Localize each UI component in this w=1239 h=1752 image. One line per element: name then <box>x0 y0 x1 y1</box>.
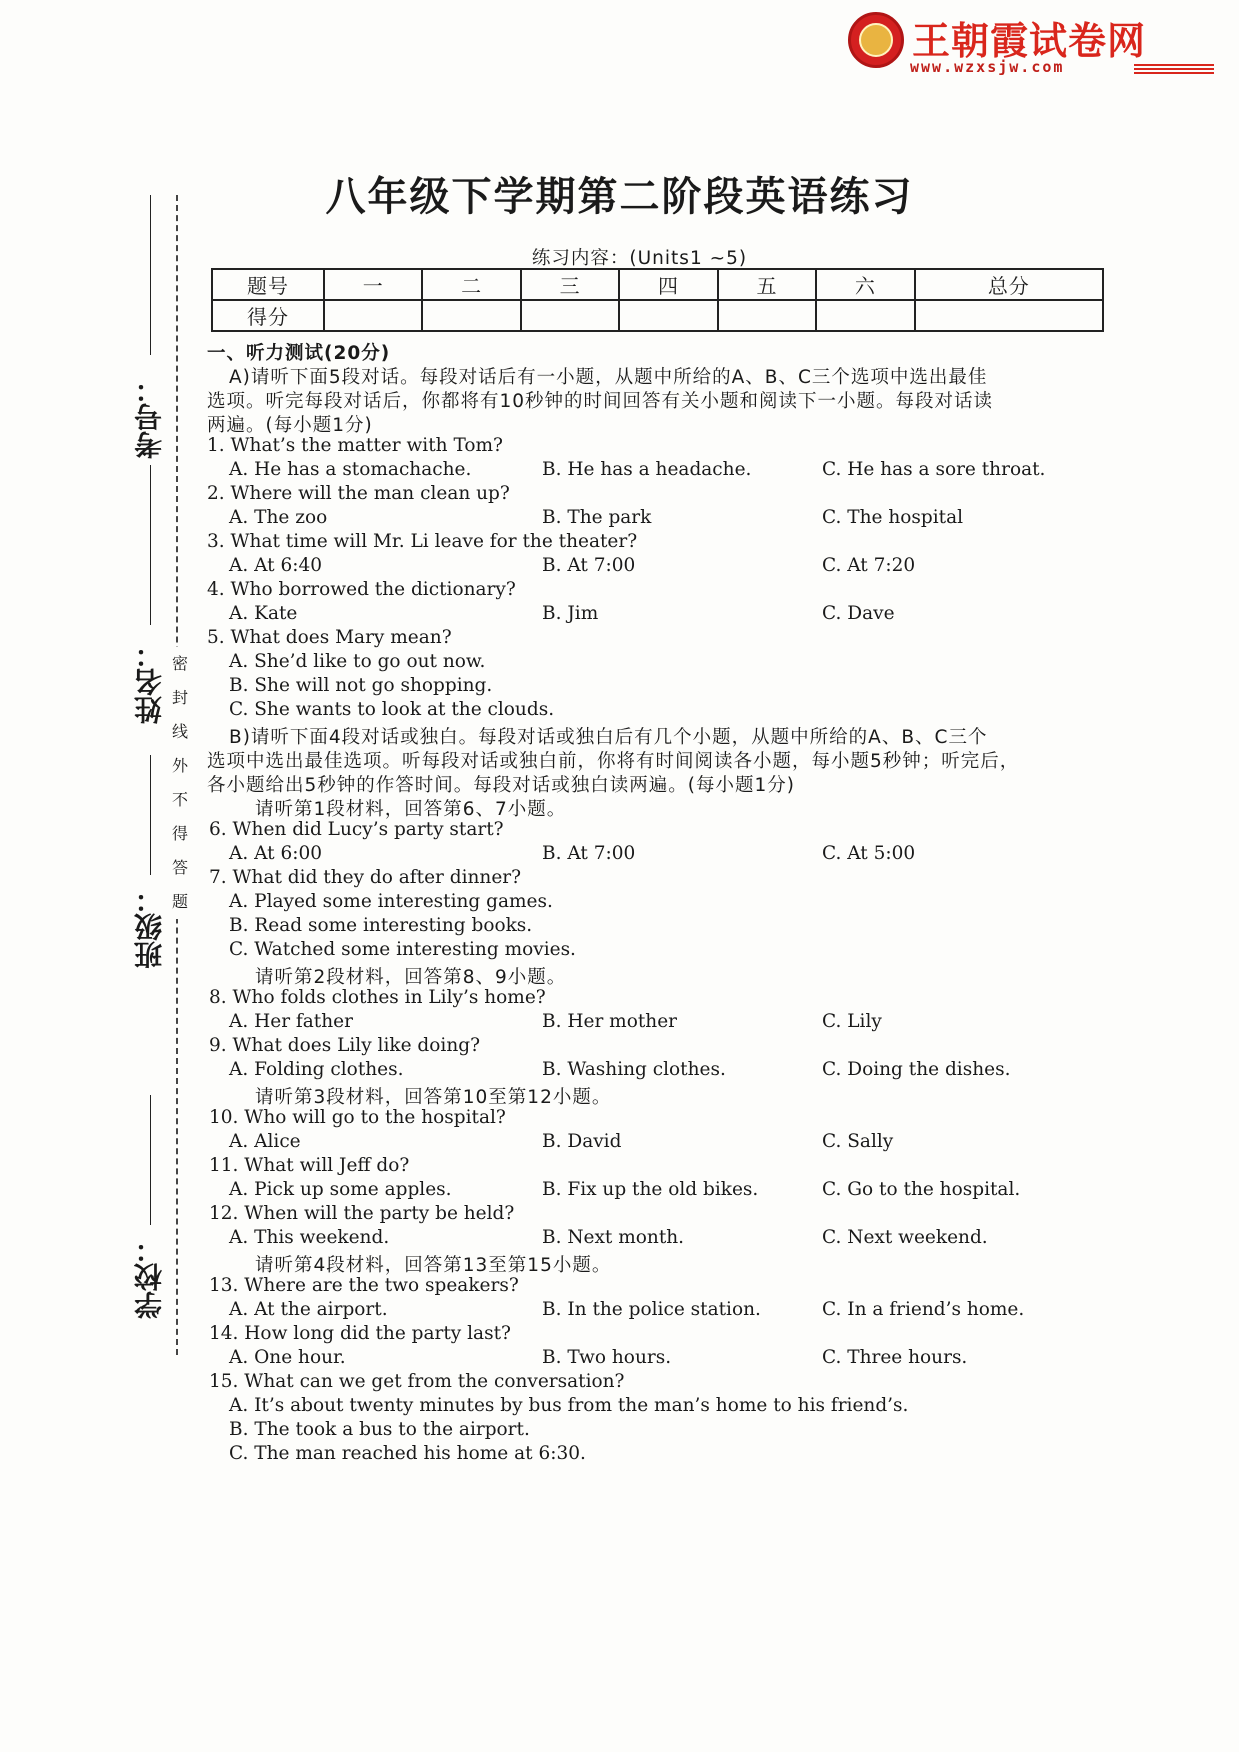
score-cell[interactable] <box>619 300 717 331</box>
option-a[interactable]: A. The zoo <box>229 507 328 528</box>
question-4: 4. Who borrowed the dictionary? <box>207 579 516 600</box>
option-b[interactable]: B. Jim <box>542 603 599 624</box>
question-6: 6. When did Lucy’s party start? <box>209 819 504 840</box>
option-b[interactable]: B. Fix up the old bikes. <box>542 1179 759 1200</box>
option-a[interactable]: A. Folding clothes. <box>229 1059 404 1080</box>
material-note: 请听第1段材料，回答第6、7小题。 <box>255 799 567 820</box>
binding-sidebar <box>120 195 188 1355</box>
section-heading: 一、听力测试(20分) <box>207 343 391 364</box>
option-c[interactable]: C. Next weekend. <box>822 1227 988 1248</box>
score-row-label: 得分 <box>212 300 324 331</box>
material-note: 请听第3段材料，回答第10至第12小题。 <box>255 1087 612 1108</box>
part-a-instruction: 选项。听完每段对话后，你都将有10秒钟的时间回答有关小题和阅读下一小题。每段对话读 <box>207 391 994 412</box>
part-b-instruction: 选项中选出最佳选项。听每段对话或独白前，你将有时间阅读各小题，每小题5秒钟；听完后， <box>207 751 1020 772</box>
score-cell[interactable] <box>422 300 520 331</box>
class-label: 班级： <box>133 885 166 969</box>
option-c[interactable]: C. He has a sore throat. <box>822 459 1046 480</box>
option-b[interactable]: B. He has a headache. <box>542 459 752 480</box>
option-b[interactable]: B. The took a bus to the airport. <box>229 1419 530 1440</box>
option-c[interactable]: C. Sally <box>822 1131 894 1152</box>
logo-lines-decoration <box>1134 64 1214 76</box>
option-a[interactable]: A. Pick up some apples. <box>229 1179 452 1200</box>
material-note: 请听第4段材料，回答第13至第15小题。 <box>255 1255 612 1276</box>
option-c[interactable]: C. Lily <box>822 1011 882 1032</box>
option-b[interactable]: B. Next month. <box>542 1227 685 1248</box>
question-14: 14. How long did the party last? <box>209 1323 511 1344</box>
logo-url: www.wzxsjw.com <box>910 58 1065 76</box>
option-c[interactable]: C. She wants to look at the clouds. <box>229 699 555 720</box>
option-c[interactable]: C. Go to the hospital. <box>822 1179 1021 1200</box>
question-3: 3. What time will Mr. Li leave for the theater? <box>207 531 638 552</box>
logo-name: 王朝霞试卷网 <box>912 19 1147 63</box>
option-b[interactable]: B. David <box>542 1131 622 1152</box>
material-note: 请听第2段材料，回答第8、9小题。 <box>255 967 567 988</box>
question-9: 9. What does Lily like doing? <box>209 1035 481 1056</box>
option-c[interactable]: C. Three hours. <box>822 1347 968 1368</box>
option-a[interactable]: A. At 6:40 <box>229 555 323 576</box>
option-a[interactable]: A. At 6:00 <box>229 843 323 864</box>
school-underline <box>150 1095 151 1225</box>
question-13: 13. Where are the two speakers? <box>209 1275 519 1296</box>
option-a[interactable]: A. One hour. <box>229 1347 346 1368</box>
question-1: 1. What’s the matter with Tom? <box>207 435 503 456</box>
score-cell[interactable] <box>816 300 914 331</box>
option-c[interactable]: C. Doing the dishes. <box>822 1059 1011 1080</box>
score-table-score-row <box>212 300 1103 331</box>
option-c[interactable]: C. The man reached his home at 6:30. <box>229 1443 586 1464</box>
score-header-cell: 一 <box>324 269 422 300</box>
option-c[interactable]: C. At 7:20 <box>822 555 916 576</box>
page-title: 八年级下学期第二阶段英语练习 <box>325 174 914 220</box>
option-c[interactable]: C. Watched some interesting movies. <box>229 939 576 960</box>
part-a-instruction: 两遍。(每小题1分) <box>207 415 373 436</box>
seal-line-notice: 密 封 线 外 不 得 答 题 <box>168 647 192 919</box>
option-b[interactable]: B. At 7:00 <box>542 843 636 864</box>
option-c[interactable]: C. At 5:00 <box>822 843 916 864</box>
option-c[interactable]: C. In a friend’s home. <box>822 1299 1025 1320</box>
question-8: 8. Who folds clothes in Lily’s home? <box>209 987 546 1008</box>
question-5: 5. What does Mary mean? <box>207 627 452 648</box>
option-a[interactable]: A. Played some interesting games. <box>229 891 553 912</box>
score-cell[interactable] <box>324 300 422 331</box>
option-c[interactable]: C. The hospital <box>822 507 964 528</box>
option-b[interactable]: B. Her mother <box>542 1011 677 1032</box>
option-b[interactable]: B. Two hours. <box>542 1347 672 1368</box>
option-a[interactable]: A. At the airport. <box>229 1299 388 1320</box>
name-label: 姓名： <box>133 640 166 724</box>
option-b[interactable]: B. At 7:00 <box>542 555 636 576</box>
option-a[interactable]: A. It’s about twenty minutes by bus from the man’s home to his friend’s. <box>229 1395 909 1416</box>
score-header-cell: 六 <box>816 269 914 300</box>
page-subtitle: 练习内容：(Units1 ~5) <box>531 248 748 269</box>
score-header-cell: 四 <box>619 269 717 300</box>
score-cell[interactable] <box>521 300 619 331</box>
option-a[interactable]: A. Her father <box>229 1011 353 1032</box>
name-underline <box>150 465 151 625</box>
score-header-cell: 二 <box>422 269 520 300</box>
question-7: 7. What did they do after dinner? <box>209 867 522 888</box>
score-header-cell: 五 <box>718 269 816 300</box>
option-a[interactable]: A. Kate <box>229 603 298 624</box>
option-b[interactable]: B. Read some interesting books. <box>229 915 533 936</box>
class-underline <box>150 755 151 875</box>
score-cell[interactable] <box>718 300 816 331</box>
option-b[interactable]: B. The park <box>542 507 652 528</box>
question-12: 12. When will the party be held? <box>209 1203 515 1224</box>
score-header-cell: 总分 <box>915 269 1103 300</box>
score-header-cell: 三 <box>521 269 619 300</box>
site-logo <box>848 10 1228 78</box>
score-table-header-row <box>212 269 1103 300</box>
seal-icon <box>848 12 904 68</box>
score-table <box>211 268 1104 332</box>
option-b[interactable]: B. She will not go shopping. <box>229 675 493 696</box>
option-a[interactable]: A. This weekend. <box>229 1227 390 1248</box>
part-b-instruction: 各小题给出5秒钟的作答时间。每段对话或独白读两遍。(每小题1分) <box>207 775 795 796</box>
option-a[interactable]: A. She’d like to go out now. <box>229 651 486 672</box>
part-b-instruction: B)请听下面4段对话或独白。每段对话或独白后有几个小题，从题中所给的A、B、C三个 <box>229 727 988 748</box>
question-2: 2. Where will the man clean up? <box>207 483 510 504</box>
score-cell[interactable] <box>915 300 1103 331</box>
score-header-cell: 题号 <box>212 269 324 300</box>
option-b[interactable]: B. Washing clothes. <box>542 1059 726 1080</box>
question-11: 11. What will Jeff do? <box>209 1155 410 1176</box>
option-a[interactable]: A. He has a stomachache. <box>229 459 472 480</box>
school-label: 学校： <box>133 1235 166 1319</box>
exam-number-label: 考号： <box>133 375 166 459</box>
question-10: 10. Who will go to the hospital? <box>209 1107 506 1128</box>
option-c[interactable]: C. Dave <box>822 603 895 624</box>
question-15: 15. What can we get from the conversation? <box>209 1371 625 1392</box>
option-a[interactable]: A. Alice <box>229 1131 301 1152</box>
option-b[interactable]: B. In the police station. <box>542 1299 761 1320</box>
part-a-instruction: A)请听下面5段对话。每段对话后有一小题，从题中所给的A、B、C三个选项中选出最佳 <box>229 367 988 388</box>
